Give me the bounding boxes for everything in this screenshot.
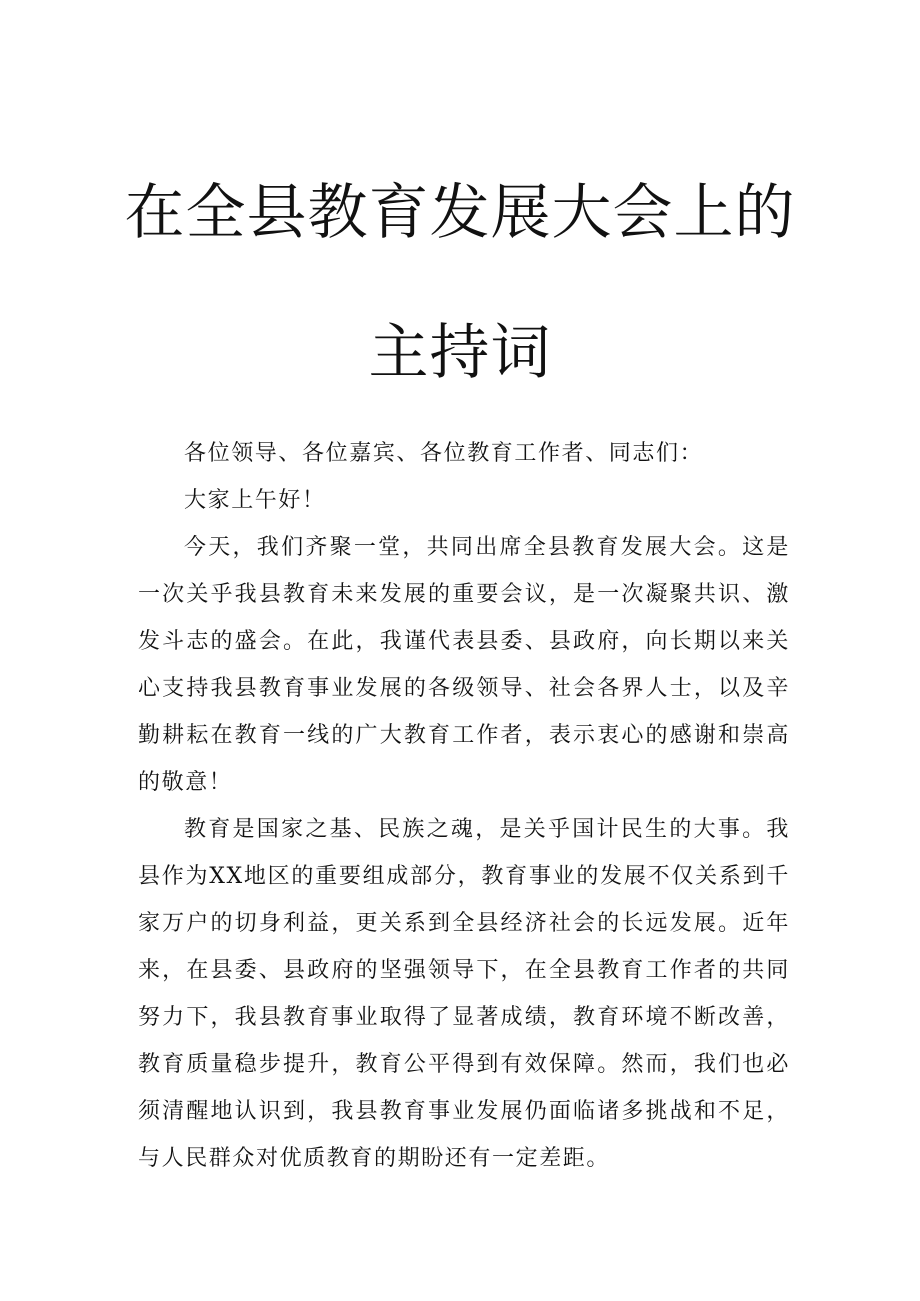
document-title-line-1: 在全县教育发展大会上的: [124, 178, 796, 248]
opening-paragraph: 今天，我们齐聚一堂，共同出席全县教育发展大会。这是一次关乎我县教育未来发展的重要会议，是一次凝聚共识、激发斗志的盛会。在此，我谨代表县委、县政府，向长期以来关心支持我县教育事业发展的各级领导、社会各界人士，以及辛勤耕耘在教育一线的广大教育工作者，表示衷心的感谢和崇高的敬意！: [138, 535, 790, 795]
document-title-line-2: 主持词: [368, 318, 552, 388]
salutation-paragraph: 各位领导、各位嘉宾、各位教育工作者、同志们：: [184, 441, 704, 466]
document-body: [138, 430, 790, 1182]
greeting-paragraph: 大家上午好！: [184, 488, 326, 513]
education-paragraph: 教育是国家之基、民族之魂，是关乎国计民生的大事。我县作为XX地区的重要组成部分，教育事业的发展不仅关系到千家万户的切身利益，更关系到全县经济社会的长远发展。近年来，在县委、县政府的坚强领导下，在全县教育工作者的共同努力下，我县教育事业取得了显著成绩，教育环境不断改善，教育质量稳步提升，教育公平得到有效保障。然而，我们也必须清醒地认识到，我县教育事业发展仍面临诸多挑战和不足，与人民群众对优质教育的期盼还有一定差距。: [138, 817, 790, 1171]
